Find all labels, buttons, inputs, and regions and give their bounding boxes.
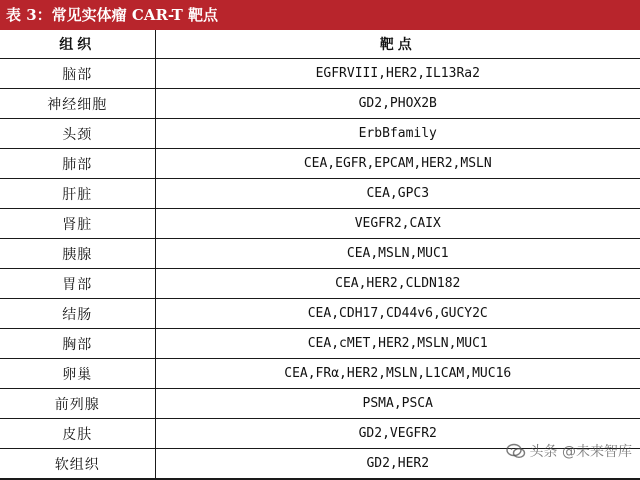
table-row (0, 359, 640, 389)
tissue-cell: 结肠 (0, 299, 155, 329)
targets-cell: CEA,MSLN,MUC1 (155, 239, 640, 269)
table-row (0, 179, 640, 209)
table-row (0, 209, 640, 239)
targets-cell: PSMA,PSCA (155, 389, 640, 419)
car-t-targets-table (0, 30, 640, 480)
tissue-cell: 神经细胞 (0, 89, 155, 119)
targets-cell: EGFRVIII,HER2,IL13Ra2 (155, 59, 640, 89)
tissue-cell: 软组织 (0, 449, 155, 480)
table-row (0, 119, 640, 149)
table-row (0, 299, 640, 329)
targets-cell: GD2,VEGFR2 (155, 419, 640, 449)
table-row (0, 89, 640, 119)
column-header-tissue: 组织 (0, 30, 155, 59)
tissue-cell: 胃部 (0, 269, 155, 299)
targets-cell: GD2,PHOX2B (155, 89, 640, 119)
targets-cell: ErbBfamily (155, 119, 640, 149)
targets-cell: CEA,FRα,HER2,MSLN,L1CAM,MUC16 (155, 359, 640, 389)
table-header-row (0, 30, 640, 59)
targets-cell: CEA,CDH17,CD44v6,GUCY2C (155, 299, 640, 329)
targets-cell: CEA,EGFR,EPCAM,HER2,MSLN (155, 149, 640, 179)
watermark (506, 441, 632, 461)
table-row (0, 329, 640, 359)
column-header-target: 靶点 (155, 30, 640, 59)
tissue-cell: 头颈 (0, 119, 155, 149)
table-row (0, 269, 640, 299)
table-row (0, 59, 640, 89)
watermark-text: 头条 @未来智库 (529, 444, 632, 460)
tissue-cell: 皮肤 (0, 419, 155, 449)
tissue-cell: 卵巢 (0, 359, 155, 389)
tissue-cell: 脑部 (0, 59, 155, 89)
tissue-cell: 肝脏 (0, 179, 155, 209)
table-title: 表 3：常见实体瘤 CAR-T 靶点 (0, 0, 640, 30)
targets-cell: CEA,GPC3 (155, 179, 640, 209)
targets-cell: VEGFR2,CAIX (155, 209, 640, 239)
tissue-cell: 前列腺 (0, 389, 155, 419)
targets-cell: CEA,cMET,HER2,MSLN,MUC1 (155, 329, 640, 359)
tissue-cell: 肾脏 (0, 209, 155, 239)
wechat-icon (506, 443, 526, 459)
tissue-cell: 胰腺 (0, 239, 155, 269)
tissue-cell: 肺部 (0, 149, 155, 179)
table-row (0, 149, 640, 179)
targets-cell: GD2,HER2 (155, 449, 640, 480)
targets-cell: CEA,HER2,CLDN182 (155, 269, 640, 299)
table-row (0, 239, 640, 269)
tissue-cell: 胸部 (0, 329, 155, 359)
table-row (0, 389, 640, 419)
